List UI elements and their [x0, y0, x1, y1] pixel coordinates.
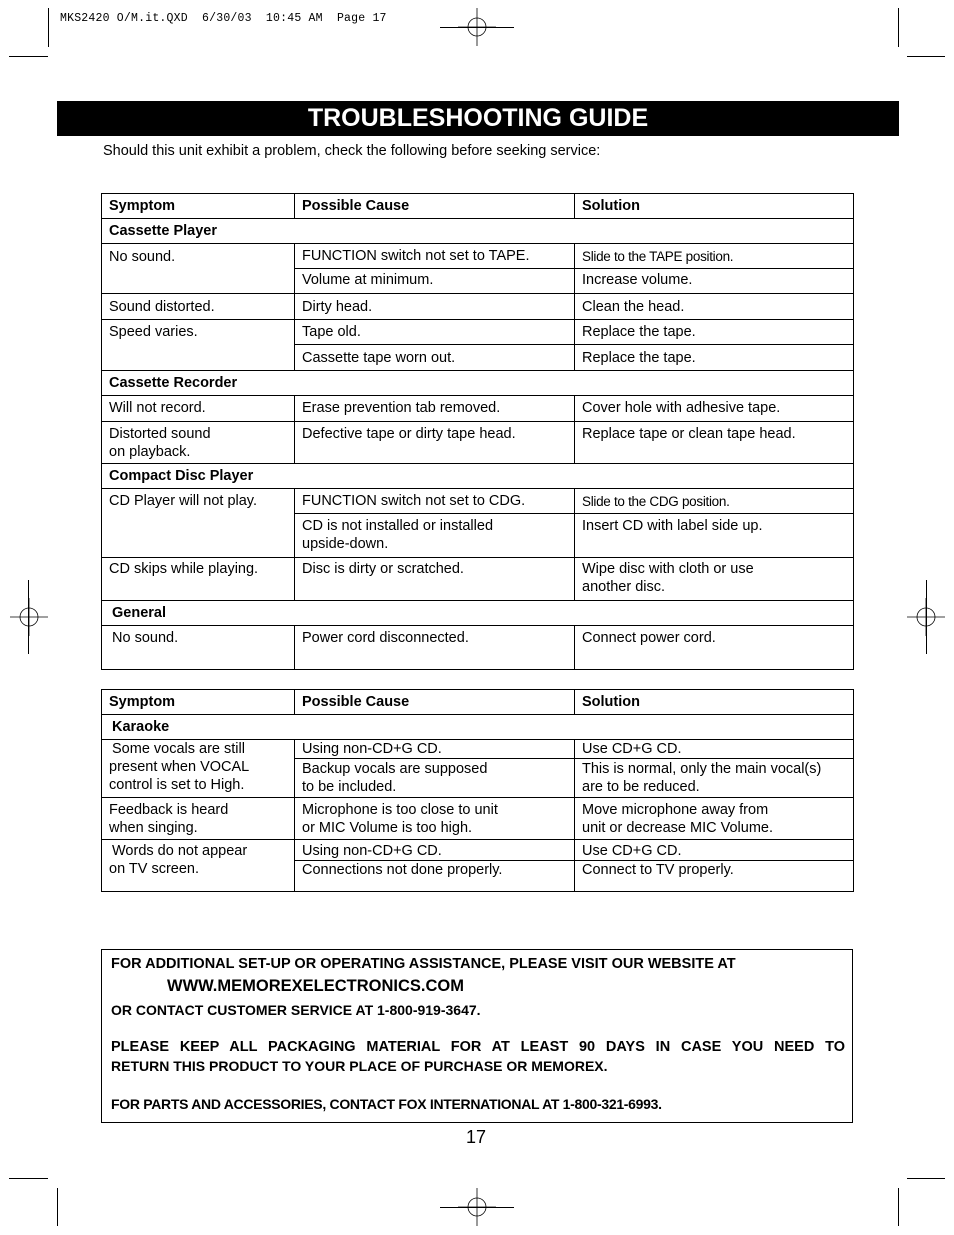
registration-line	[28, 580, 29, 654]
cause-cell: Using non-CD+G CD.	[295, 740, 575, 759]
karaoke-table	[101, 689, 854, 892]
troubleshooting-table	[101, 193, 854, 670]
solution-cell: Use CD+G CD.	[575, 740, 854, 759]
section-row	[102, 219, 854, 244]
intro-text: Should this unit exhibit a problem, check the following before seeking service:	[103, 143, 601, 159]
cause-cell: Disc is dirty or scratched.	[295, 558, 575, 601]
crop-mark	[9, 56, 48, 57]
section-row	[102, 464, 854, 489]
assistance-line: FOR ADDITIONAL SET-UP OR OPERATING ASSISTANCE, PLEASE VISIT OUR WEBSITE AT	[111, 956, 736, 972]
symptom-cell: Feedback is heard when singing.	[102, 798, 295, 840]
parts-line: FOR PARTS AND ACCESSORIES, CONTACT FOX INTERNATIONAL AT 1-800-321-6993.	[111, 1096, 662, 1112]
symptom-cell: Some vocals are still present when VOCAL control is set to High.	[102, 740, 295, 798]
solution-cell: This is normal, only the main vocal(s) are to be reduced.	[575, 759, 854, 798]
table-row	[102, 558, 854, 601]
section-cassette-player: Cassette Player	[102, 219, 854, 244]
cause-cell: Cassette tape worn out.	[295, 345, 575, 371]
cause-cell: Microphone is too close to unit or MIC Volume is too high.	[295, 798, 575, 840]
solution-cell: Increase volume.	[575, 269, 854, 294]
solution-cell: Slide to the CDG position.	[575, 489, 854, 514]
table-row	[102, 320, 854, 345]
registration-mark-icon	[10, 598, 48, 636]
solution-cell: Clean the head.	[575, 294, 854, 320]
cause-cell: Using non-CD+G CD.	[295, 840, 575, 861]
symptom-cell: Words do not appear on TV screen.	[102, 840, 295, 892]
crop-mark	[907, 56, 945, 57]
file-slug: MKS2420 O/M.it.QXD 6/30/03 10:45 AM Page 17	[60, 12, 387, 25]
crop-mark	[48, 8, 49, 47]
customer-service-line: OR CONTACT CUSTOMER SERVICE AT 1-800-919-3647.	[111, 1002, 481, 1018]
section-row	[102, 715, 854, 740]
header-solution: Solution	[575, 194, 854, 219]
page-title: TROUBLESHOOTING GUIDE	[57, 101, 899, 136]
solution-cell: Insert CD with label side up.	[575, 514, 854, 558]
header-cause: Possible Cause	[295, 194, 575, 219]
cause-cell: Defective tape or dirty tape head.	[295, 422, 575, 464]
header-cause: Possible Cause	[295, 690, 575, 715]
cause-cell: Tape old.	[295, 320, 575, 345]
crop-mark	[57, 1188, 58, 1226]
table-header-row	[102, 690, 854, 715]
table-row	[102, 422, 854, 464]
solution-cell: Replace the tape.	[575, 345, 854, 371]
symptom-cell: Speed varies.	[102, 320, 295, 371]
symptom-cell: Will not record.	[102, 396, 295, 422]
cause-cell: Erase prevention tab removed.	[295, 396, 575, 422]
registration-line	[440, 27, 514, 28]
table-row	[102, 489, 854, 514]
section-cassette-recorder: Cassette Recorder	[102, 371, 854, 396]
cause-cell: Volume at minimum.	[295, 269, 575, 294]
solution-cell: Connect to TV properly.	[575, 861, 854, 892]
crop-mark	[907, 1178, 945, 1179]
table-row	[102, 798, 854, 840]
symptom-cell: No sound.	[102, 244, 295, 294]
crop-mark	[9, 1178, 48, 1179]
symptom-cell: CD skips while playing.	[102, 558, 295, 601]
solution-cell: Wipe disc with cloth or use another disc.	[575, 558, 854, 601]
solution-cell: Cover hole with adhesive tape.	[575, 396, 854, 422]
section-cd-player: Compact Disc Player	[102, 464, 854, 489]
symptom-cell: Sound distorted.	[102, 294, 295, 320]
table-row	[102, 840, 854, 861]
crop-mark	[898, 1188, 899, 1226]
header-solution: Solution	[575, 690, 854, 715]
section-general: General	[102, 601, 854, 626]
table-row	[102, 244, 854, 269]
cause-cell: FUNCTION switch not set to CDG.	[295, 489, 575, 514]
table-header-row	[102, 194, 854, 219]
symptom-cell: Distorted sound on playback.	[102, 422, 295, 464]
solution-cell: Use CD+G CD.	[575, 840, 854, 861]
page-number: 17	[466, 1127, 487, 1147]
symptom-cell: No sound.	[102, 626, 295, 670]
cause-cell: Power cord disconnected.	[295, 626, 575, 670]
solution-cell: Replace tape or clean tape head.	[575, 422, 854, 464]
packaging-line: RETURN THIS PRODUCT TO YOUR PLACE OF PURCHASE OR MEMOREX.	[111, 1058, 608, 1074]
packaging-line: PLEASE KEEP ALL PACKAGING MATERIAL FOR AT LEAST 90 DAYS IN CASE YOU NEED TO	[111, 1039, 845, 1055]
table-row	[102, 294, 854, 320]
section-row	[102, 371, 854, 396]
cause-cell: CD is not installed or installed upside-down.	[295, 514, 575, 558]
solution-cell: Connect power cord.	[575, 626, 854, 670]
cause-cell: FUNCTION switch not set to TAPE.	[295, 244, 575, 269]
section-karaoke: Karaoke	[102, 715, 854, 740]
symptom-cell: CD Player will not play.	[102, 489, 295, 558]
header-symptom: Symptom	[102, 690, 295, 715]
table-row	[102, 626, 854, 670]
crop-mark	[898, 8, 899, 47]
solution-cell: Move microphone away from unit or decrease MIC Volume.	[575, 798, 854, 840]
assistance-box	[101, 949, 853, 1123]
section-row	[102, 601, 854, 626]
registration-line	[440, 1207, 514, 1208]
cause-cell: Dirty head.	[295, 294, 575, 320]
cause-cell: Backup vocals are supposed to be included.	[295, 759, 575, 798]
header-symptom: Symptom	[102, 194, 295, 219]
table-row	[102, 740, 854, 759]
registration-line	[926, 580, 927, 654]
website-link[interactable]: WWW.MEMOREXELECTRONICS.COM	[167, 977, 464, 995]
table-row	[102, 396, 854, 422]
solution-cell: Slide to the TAPE position.	[575, 244, 854, 269]
solution-cell: Replace the tape.	[575, 320, 854, 345]
cause-cell: Connections not done properly.	[295, 861, 575, 892]
